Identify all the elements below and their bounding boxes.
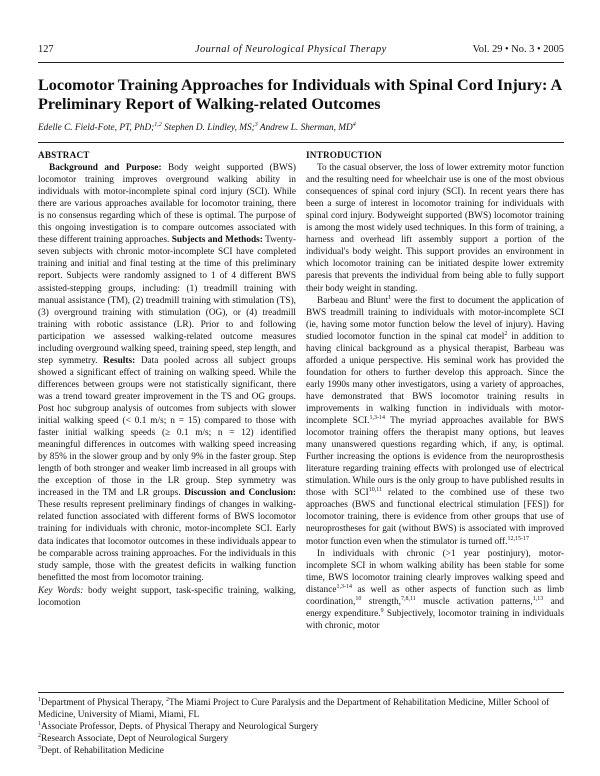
discussion-label: Discussion and Conclusion:: [184, 488, 296, 499]
footnote-marker: 2: [38, 732, 41, 739]
footnote-rule: [38, 692, 564, 693]
intro-text: and energy expenditure.: [306, 596, 564, 619]
author-affiliation-ref: 1,2: [154, 121, 162, 128]
intro-text: in addition to having clinical background as a physical therapist, Barbeau was afforded a unique perspective. His seminal work has provided the foundation for others to further develop this approach. Since the early 1990s many other investigators, using a variety of approaches, have demonstrated that BWS locomotor training results in improvements in walking function in individuals with motor-incomplete SCI.: [306, 331, 564, 427]
citation: 1: [388, 294, 392, 301]
intro-paragraph-3: [306, 548, 564, 632]
methods-text: Twenty-seven subjects with chronic motor-incomplete SCI have completed training and initial and final testing at the time of this preliminary report. Subjects were randomly assigned to 1 of 4 different BWS assisted-stepping groups, including: (1) treadmill training with manual assistance (TM), (2) treadmill training with stimulation (TS), (3) overground training with stimulation (OG), or (4) treadmill training with robotic assistance (LR). Prior to and following participation we assessed walking-related outcome measures including overground walking speed, training speed, step length, and step symmetry.: [38, 235, 296, 366]
author-name: Andrew L. Sherman, MD: [259, 123, 353, 133]
abstract-heading: ABSTRACT: [38, 150, 90, 160]
citation: 9: [380, 607, 384, 614]
author-affiliation-ref: 4: [352, 121, 356, 128]
keywords-text: body weight support, task-specific training, walking, locomotion: [38, 585, 297, 608]
intro-text: strength,: [361, 596, 401, 607]
footnote-text: Associate Professor, Depts. of Physical Therapy and Neurological Surgery: [41, 722, 319, 732]
footnote-marker: 2: [165, 696, 169, 703]
citation: 1,13: [532, 595, 544, 602]
author-name: Edelle C. Field-Fote, PT, PhD;: [38, 123, 155, 133]
citation: 1,3-14: [369, 414, 385, 421]
footnote-text: The Miami Project to Cure Paralysis and the Department of Rehabilitation Medicine, Miller School of Medicine, University of Miami, Miami, FL: [38, 698, 550, 720]
keywords-label: Key Words:: [38, 585, 84, 596]
footnote-marker: 3: [38, 744, 41, 751]
citation: 1,3-14: [336, 583, 352, 590]
author-list: [38, 122, 564, 134]
intro-paragraph-1: To the casual observer, the loss of lower extremity motor function and the resulting need for wheelchair use is one of the most obvious consequences of spinal cord injury (SCI). In recent years there has been a surge of interest in locomotor training for individuals with spinal cord injury. Bodyweight supported (BWS) locomotor training is among the most widely used techniques. In this form of training, a harness and overhead lift assembly support a portion of the individual's body weight. This support provides an environment in which locomotor training can be initiated despite lower extremity paresis that prevents the individual from being able to fully support their body weight in standing.: [306, 163, 564, 294]
introduction-column: [306, 149, 564, 632]
footnote-text: Dept. of Rehabilitation Medicine: [41, 746, 164, 756]
discussion-text: These results represent preliminary findings of changes in walking-related function associated with different forms of BWS locomotor training for individuals with chronic, motor-incomplete SCI. Early data indicates that locomotor outcomes in these individuals appear to be comparable across training approaches. For the individuals in this study sample, those with the greatest deficits in walking function benefitted the most from locomotor training.: [38, 500, 296, 583]
volume-issue: Vol. 29 • No. 3 • 2005: [472, 44, 564, 55]
intro-text: were the first to document the application of BWS treadmill training to individuals with motor-incomplete SCI (ie, having some motor function below the level of injury). Having studied locomotor function in the spinal cat model: [306, 295, 564, 342]
footnote: [38, 745, 564, 757]
intro-text: In individuals with chronic (>1 year postinjury), motor-incomplete SCI in whom walking ability has been stable for some time, BWS locomotor training clearly improves walking speed and distance: [306, 548, 564, 595]
citation: 10,11: [368, 487, 382, 494]
running-header: [38, 43, 564, 57]
background-label: Background and Purpose:: [49, 163, 162, 174]
footnote-marker: 1: [38, 720, 41, 727]
author-affiliation-ref: 3: [254, 121, 258, 128]
citation: 7,8,11: [401, 595, 416, 602]
footnote: [38, 733, 564, 745]
citation: 12,15-17: [507, 535, 529, 542]
page-number: 127: [38, 44, 54, 55]
results-text: Data pooled across all subject groups showed a significant effect of training on walking speed. While the differences between groups were not statistically significant, there was a trend toward greater improvement in the TS and OG groups. Post hoc subgroup analysis of outcomes from subjects with slower initial walking speed (< 0.1 m/s; n = 15) compared to those with faster initial walking speeds (≥ 0.1 m/s; n = 12) identified meaningful differences in outcomes with walking speed increasing by 85% in the slower group and by only 9% in the faster group. Step length of both stronger and weaker limb increased in all groups with the exception of those in the LR group. Step symmetry was increased in the TM and LR groups.: [38, 355, 296, 499]
journal-name: Journal of Neurological Physical Therapy: [195, 44, 387, 55]
author-name: Stephen D. Lindley, MS;: [164, 123, 255, 133]
abstract-column: [38, 149, 296, 609]
abstract-paragraph: [38, 162, 296, 584]
intro-text: Subjectively, locomotor training in individuals with chronic, motor: [306, 608, 564, 631]
intro-text: as well as other aspects of function such as limb coordination,: [306, 584, 564, 607]
footnote-text: Research Associate, Dept of Neurological Surgery: [41, 734, 229, 744]
footnote: [38, 721, 564, 733]
intro-paragraph-2: [306, 295, 564, 548]
title-rule: [38, 142, 564, 143]
article-title: Locomotor Training Approaches for Individuals with Spinal Cord Injury: A Preliminary Report of Walking-related Outcomes: [38, 76, 562, 113]
intro-text: Barbeau and Blunt: [317, 295, 389, 306]
intro-text: The myriad approaches available for BWS locomotor training offers the therapist many options, but leaves many unanswered questions regarding which, if any, is optimal. Further increasing the options is evidence from the neuroprosthesis literature regarding training effects with prolonged use of electrical stimulation. While ours is the only group to have published results in those with SCI: [306, 416, 565, 499]
results-label: Results:: [103, 355, 136, 366]
footnotes: [38, 697, 564, 757]
footnote: [38, 697, 564, 721]
keywords: [38, 585, 296, 609]
methods-label: Subjects and Methods:: [171, 235, 263, 246]
footnote-text: Department of Physical Therapy,: [41, 698, 166, 708]
background-text: Body weight supported (BWS) locomotor training improves overground walking ability in individuals with motor-incomplete spinal cord injury (SCI). While there are various approaches available for locomotor training, there is no consensus regarding which of these is optimal. The purpose of this ongoing investigation is to compare outcomes associated with these different training approaches.: [38, 163, 296, 246]
header-rule: [38, 62, 564, 63]
citation: 10: [355, 595, 362, 602]
citation: 2: [504, 330, 508, 337]
intro-text: muscle activation patterns,: [415, 596, 533, 607]
intro-text: related to the combined use of these two approaches (BWS and functional electrical stimulation [FES]) for locomotor training, there is evidence from other groups that use of neuroprostheses for gait (without BWS) is associated with improved motor function even when the stimulator is turned off.: [306, 488, 564, 547]
introduction-heading: INTRODUCTION: [306, 150, 382, 160]
footnote-marker: 1: [38, 696, 41, 703]
